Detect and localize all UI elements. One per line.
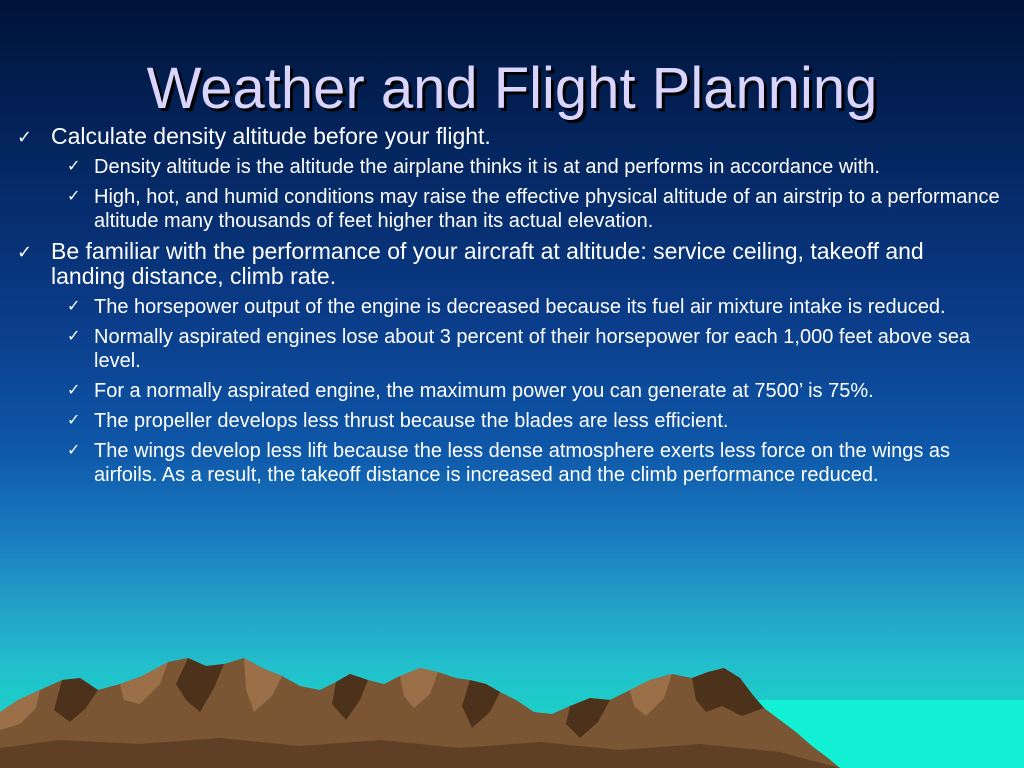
bullet-item — [0, 239, 1024, 487]
sub-bullet-text: The wings develop less lift because the less dense atmosphere exerts less force on the wings as airfoils. As a result, the takeoff distance is increased and the climb performance reduced. — [94, 440, 951, 486]
sub-bullet-text: The propeller develops less thrust because the blades are less efficient. — [94, 410, 729, 432]
sub-bullet-text: Density altitude is the altitude the airplane thinks it is at and performs in accordance with. — [94, 156, 880, 178]
sub-bullet-list — [0, 155, 1024, 233]
bullet-item — [0, 124, 1024, 233]
sub-bullet-item — [0, 439, 1024, 487]
bullet-text: Calculate density altitude before your flight. — [51, 123, 491, 149]
sub-bullet-item — [0, 155, 1024, 179]
sub-bullet-text: High, hot, and humid conditions may raise the effective physical altitude of an airstrip to a performance altitude many thousands of feet higher than its actual elevation. — [94, 186, 1000, 232]
sub-bullet-item — [0, 325, 1024, 373]
checkmark-icon: ✓ — [67, 412, 81, 429]
sub-bullet-text: For a normally aspirated engine, the maximum power you can generate at 7500’ is 75%. — [94, 380, 874, 402]
sub-bullet-item — [0, 379, 1024, 403]
sub-bullet-item — [0, 295, 1024, 319]
sub-bullet-item — [0, 409, 1024, 433]
sub-bullet-text: The horsepower output of the engine is decreased because its fuel air mixture intake is reduced. — [94, 296, 946, 318]
bullet-text: Be familiar with the performance of your aircraft at altitude: service ceiling, takeoff and landing distance, climb rate. — [51, 238, 924, 289]
sub-bullet-list — [0, 295, 1024, 487]
checkmark-icon: ✓ — [67, 442, 81, 459]
checkmark-icon: ✓ — [67, 158, 81, 175]
checkmark-icon: ✓ — [17, 127, 33, 147]
sub-bullet-item — [0, 185, 1024, 233]
sub-bullet-text: Normally aspirated engines lose about 3 percent of their horsepower for each 1,000 feet above sea level. — [94, 326, 971, 372]
checkmark-icon: ✓ — [67, 298, 81, 315]
checkmark-icon: ✓ — [67, 382, 81, 399]
slide-title: Weather and Flight Planning — [146, 56, 878, 121]
checkmark-icon: ✓ — [67, 328, 81, 345]
checkmark-icon: ✓ — [67, 188, 81, 205]
checkmark-icon: ✓ — [17, 242, 33, 262]
bullet-list — [0, 124, 1024, 487]
